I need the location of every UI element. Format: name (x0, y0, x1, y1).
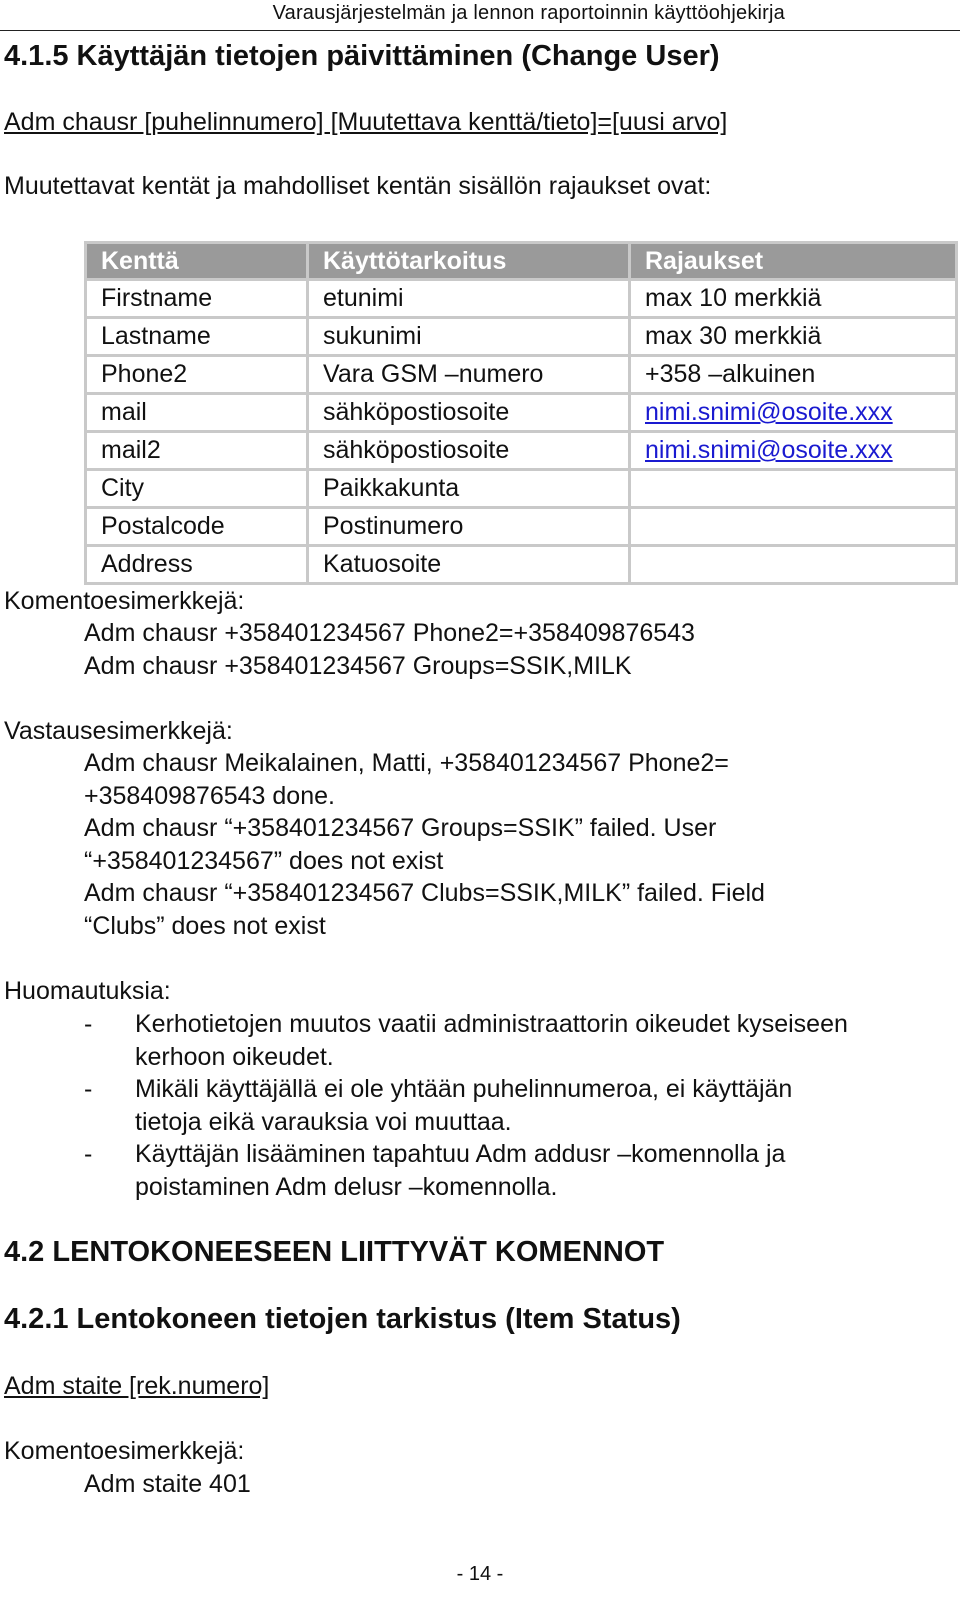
email-example-link[interactable]: nimi.snimi@osoite.xxx (645, 398, 893, 426)
response-example-line: “Clubs” does not exist (84, 912, 326, 940)
header-rule (0, 30, 960, 31)
field-name-cell: Lastname (86, 318, 308, 356)
field-purpose-cell: Katuosoite (308, 546, 630, 584)
note-line: Mikäli käyttäjällä ei ole yhtään puhelinnumeroa, ei käyttäjän (135, 1075, 793, 1103)
field-purpose-cell: sähköpostiosoite (308, 394, 630, 432)
response-example-line: Adm chausr Meikalainen, Matti, +358401234567 Phone2= (84, 749, 729, 777)
note-bullet: - (84, 1140, 93, 1168)
section-heading-4-2-1: 4.2.1 Lentokoneen tietojen tarkistus (Item Status) (4, 1303, 681, 1335)
field-limit-cell (630, 546, 957, 584)
notes-label: Huomautuksia: (4, 977, 171, 1005)
field-name-cell: Address (86, 546, 308, 584)
field-limit-cell: max 10 merkkiä (630, 280, 957, 318)
responses-label: Vastausesimerkkejä: (4, 717, 233, 745)
field-limit-cell: +358 –alkuinen (630, 356, 957, 394)
field-name-cell: Firstname (86, 280, 308, 318)
table-row (86, 432, 957, 470)
table-row (86, 280, 957, 318)
field-name-cell: Postalcode (86, 508, 308, 546)
field-purpose-cell: Postinumero (308, 508, 630, 546)
fields-intro: Muutettavat kentät ja mahdolliset kentän sisällön rajaukset ovat: (4, 172, 712, 200)
command-example-staite: Adm staite 401 (84, 1470, 251, 1498)
response-example-line: “+358401234567” does not exist (84, 847, 444, 875)
examples-label: Komentoesimerkkejä: (4, 587, 245, 615)
command-example: Adm chausr +358401234567 Groups=SSIK,MILK (84, 652, 632, 680)
field-limit-cell: max 30 merkkiä (630, 318, 957, 356)
field-limit-cell (630, 508, 957, 546)
field-name-cell: mail2 (86, 432, 308, 470)
column-header: Kenttä (86, 243, 308, 280)
examples-label-staite: Komentoesimerkkejä: (4, 1437, 245, 1465)
table-row (86, 318, 957, 356)
field-limit-cell (630, 394, 957, 432)
table-row (86, 356, 957, 394)
field-purpose-cell: Vara GSM –numero (308, 356, 630, 394)
table-row (86, 470, 957, 508)
table-row (86, 394, 957, 432)
response-example-line: Adm chausr “+358401234567 Clubs=SSIK,MILK” failed. Field (84, 879, 765, 907)
response-example-line: Adm chausr “+358401234567 Groups=SSIK” failed. User (84, 814, 717, 842)
response-example-line: +358409876543 done. (84, 782, 335, 810)
note-line: kerhoon oikeudet. (135, 1043, 334, 1071)
field-name-cell: mail (86, 394, 308, 432)
column-header: Rajaukset (630, 243, 957, 280)
note-line: Kerhotietojen muutos vaatii administraattorin oikeudet kyseiseen (135, 1010, 848, 1038)
command-example: Adm chausr +358401234567 Phone2=+358409876543 (84, 619, 695, 647)
field-purpose-cell: sukunimi (308, 318, 630, 356)
field-purpose-cell: etunimi (308, 280, 630, 318)
section-heading-4-2: 4.2 LENTOKONEESEEN LIITTYVÄT KOMENNOT (4, 1236, 665, 1268)
note-bullet: - (84, 1010, 93, 1038)
field-name-cell: Phone2 (86, 356, 308, 394)
field-purpose-cell: Paikkakunta (308, 470, 630, 508)
command-syntax-staite: Adm staite [rek.numero] (4, 1372, 270, 1400)
note-bullet: - (84, 1075, 93, 1103)
table-row (86, 508, 957, 546)
section-heading-4-1-5: 4.1.5 Käyttäjän tietojen päivittäminen (Change User) (4, 40, 720, 72)
field-limit-cell (630, 432, 957, 470)
field-limit-cell (630, 470, 957, 508)
column-header: Käyttötarkoitus (308, 243, 630, 280)
table-header-row (86, 243, 957, 280)
command-syntax: Adm chausr [puhelinnumero] [Muutettava kenttä/tieto]=[uusi arvo] (4, 108, 728, 136)
page-number: - 14 - (456, 1563, 504, 1585)
note-line: Käyttäjän lisääminen tapahtuu Adm addusr –komennolla ja (135, 1140, 786, 1168)
table-row (86, 546, 957, 584)
field-name-cell: City (86, 470, 308, 508)
note-line: poistaminen Adm delusr –komennolla. (135, 1173, 558, 1201)
running-header: Varausjärjestelmän ja lennon raportoinnin käyttöohjekirja (272, 2, 785, 24)
email-example-link[interactable]: nimi.snimi@osoite.xxx (645, 436, 893, 464)
fields-table (84, 241, 958, 585)
field-purpose-cell: sähköpostiosoite (308, 432, 630, 470)
note-line: tietoja eikä varauksia voi muuttaa. (135, 1108, 512, 1136)
